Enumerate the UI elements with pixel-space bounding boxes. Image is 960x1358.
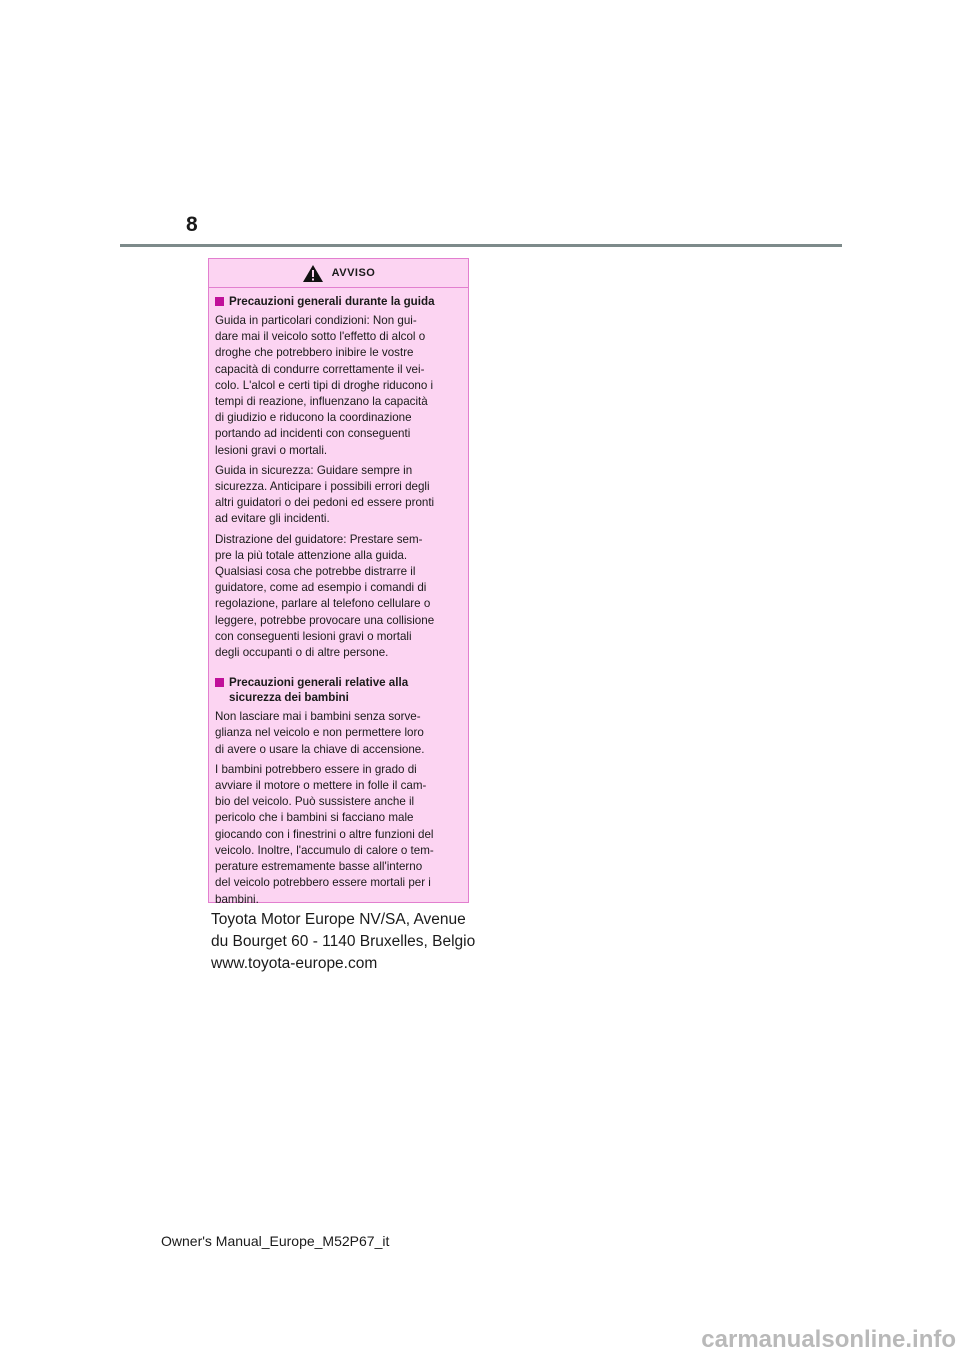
warning-header <box>209 259 468 288</box>
header-rule <box>120 244 842 247</box>
warning-body <box>209 288 468 908</box>
watermark: carmanualsonline.info <box>701 1326 956 1353</box>
section-title-text: Precauzioni generali relative alla sicurezza dei bambini <box>229 676 409 705</box>
manual-footer: Owner's Manual_Europe_M52P67_it <box>161 1233 390 1249</box>
warning-box <box>208 258 469 906</box>
square-bullet-icon <box>215 678 224 687</box>
paragraph: I bambini potrebbero essere in grado di avviare il motore o mettere in folle il cam- bio del veicolo. Può sussistere anche il pericolo che i bambini si facciano male giocando con i finestrini o altre funzioni del veicolo. Inoltre, l'accumulo di calore o tem- perature estremamente basse all'interno del veicolo potrebbero essere mortali per i bambini. <box>215 762 434 906</box>
section-title <box>215 294 462 309</box>
publisher-address: Toyota Motor Europe NV/SA, Avenue du Bourget 60 - 1140 Bruxelles, Belgio www.toyota-europe.com <box>211 911 476 972</box>
square-bullet-icon <box>215 297 224 306</box>
paragraph: Guida in sicurezza: Guidare sempre in sicurezza. Anticipare i possibili errori degli altri guidatori o dei pedoni ed essere pronti ad evitare gli incidenti. <box>215 463 435 526</box>
section-title <box>215 675 462 705</box>
warning-triangle-icon <box>302 264 324 283</box>
section-title-text: Precauzioni generali durante la guida <box>229 295 435 308</box>
page-number: 8 <box>186 213 198 236</box>
paragraph: Distrazione del guidatore: Prestare sem- pre la più totale attenzione alla guida. Qualsiasi cosa che potrebbe distrarre il guidatore, come ad esempio i comandi di regolazione, parlare al telefono cellulare o leggere, potrebbe provocare una collisione con conseguenti lesioni gravi o mortali degli occupanti o di altre persone. <box>215 532 435 660</box>
paragraph: Non lasciare mai i bambini senza sorve- glianza nel veicolo e non permettere loro di avere o usare la chiave di accensione. <box>215 710 425 756</box>
paragraph: Guida in particolari condizioni: Non gui- dare mai il veicolo sotto l'effetto di alcol o droghe che potrebbero inibire le vostre capacità di condurre correttamente il vei- colo. L'alcol e certi tipi di droghe riducono i tempi di reazione, influenzano la capacità di giudizio e riducono la coordinazione portando ad incidenti con conseguenti lesioni gravi o mortali. <box>215 314 434 457</box>
warning-title: AVVISO <box>331 267 376 279</box>
